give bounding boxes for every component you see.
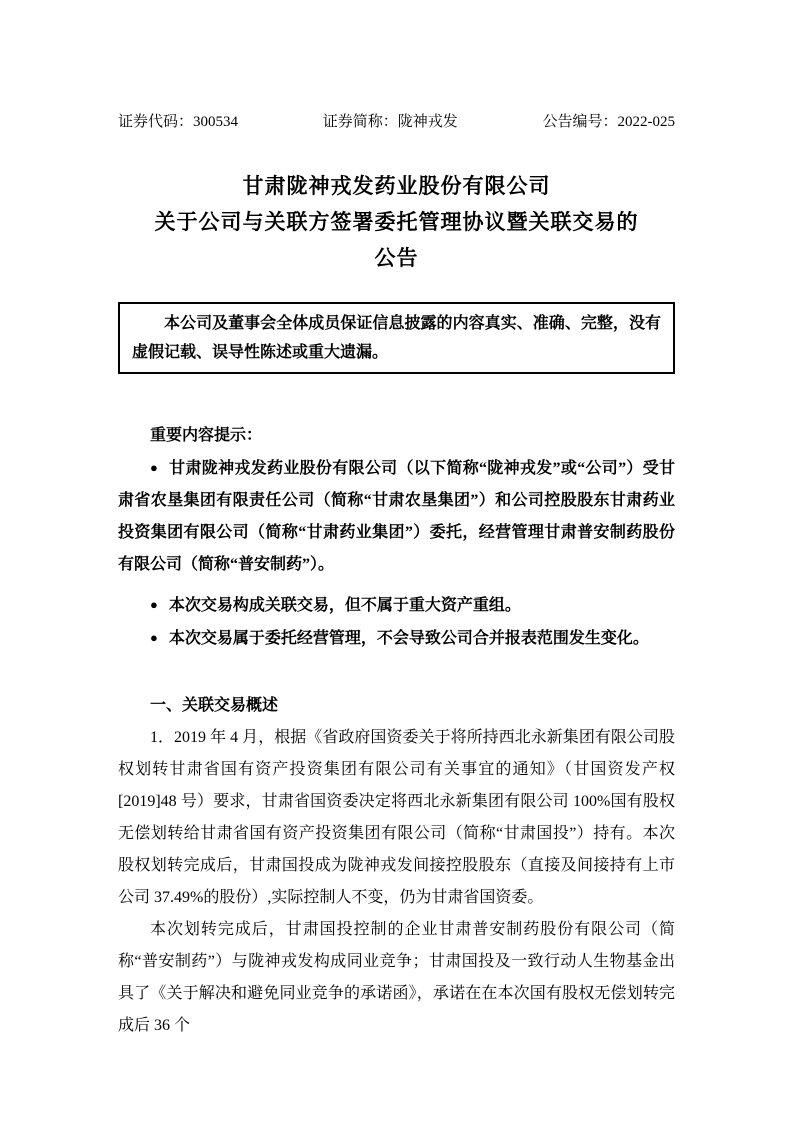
document-title	[118, 168, 675, 276]
title-line-3: 公告	[374, 246, 419, 270]
notice-bullet-text-3: 本次交易属于委托经营管理，不会导致公司合并报表范围发生变化。	[168, 630, 649, 647]
title-line-1: 甘肃陇神戎发药业股份有限公司	[242, 174, 551, 198]
title-line-2: 关于公司与关联方签署委托管理协议暨关联交易的	[154, 210, 639, 234]
notice-bullet-text-1: 甘肃陇神戎发药业股份有限公司（以下简称“陇神戎发”或“公司”）受甘肃省农垦集团有限责任公司（简称“甘肃农垦集团”）和公司控股股东甘肃药业投资集团有限公司（简称“甘肃药业集团”）委托，经营管理甘肃普安制药股份有限公司（简称“普安制药”）。	[118, 460, 675, 573]
disclosure-statement-box	[118, 302, 675, 374]
body-paragraph-2: 本次划转完成后，甘肃国投控制的企业甘肃普安制药股份有限公司（简称“普安制药”）与陇神戎发构成同业竞争；甘肃国投及一致行动人生物基金出具了《关于解决和避免同业竞争的承诺函》，承诺在在本次国有股权无偿划转完成后 36 个	[118, 921, 675, 1034]
stock-code: 证券代码：300534	[118, 114, 239, 130]
notice-bullet-item-3	[118, 622, 675, 655]
body-paragraph-1: 1．2019 年 4 月，根据《省政府国资委关于将所持西北永新集团有限公司股权划转甘肃省国有资产投资集团有限公司有关事宜的通知》（甘国资发产权[2019]48 号）要求，甘肃省国资委决定将西北永新集团有限公司 100%国有股权无偿划转给甘肃省国有资产投资集团有限公司（简称“甘肃国投”）持有。本次股权划转完成后，甘肃国投成为陇神戎发间接控股股东（直接及间接持有上市公司 37.49%的股份）,实际控制人不变，仍为甘肃省国资委。	[118, 729, 675, 906]
stock-short-name: 证券简称：陇神戎发	[322, 114, 458, 130]
important-notice-heading: 重要内容提示：	[150, 427, 263, 444]
notice-bullet-text-2: 本次交易构成关联交易，但不属于重大资产重组。	[168, 597, 521, 614]
notice-bullet-item-2	[118, 589, 675, 622]
bullet-icon: ●	[150, 460, 158, 475]
notice-bullet-item-1	[118, 452, 675, 581]
disclosure-statement-text: 本公司及董事会全体成员保证信息披露的内容真实、准确、完整，没有虚假记载、误导性陈述或重大遗漏。	[132, 315, 661, 361]
section-heading: 一、关联交易概述	[150, 697, 279, 714]
document-content	[118, 0, 675, 1042]
bullet-icon: ●	[150, 597, 158, 612]
bullet-icon: ●	[150, 630, 158, 645]
announcement-number: 公告编号：2022-025	[542, 114, 675, 130]
document-header	[118, 113, 675, 132]
